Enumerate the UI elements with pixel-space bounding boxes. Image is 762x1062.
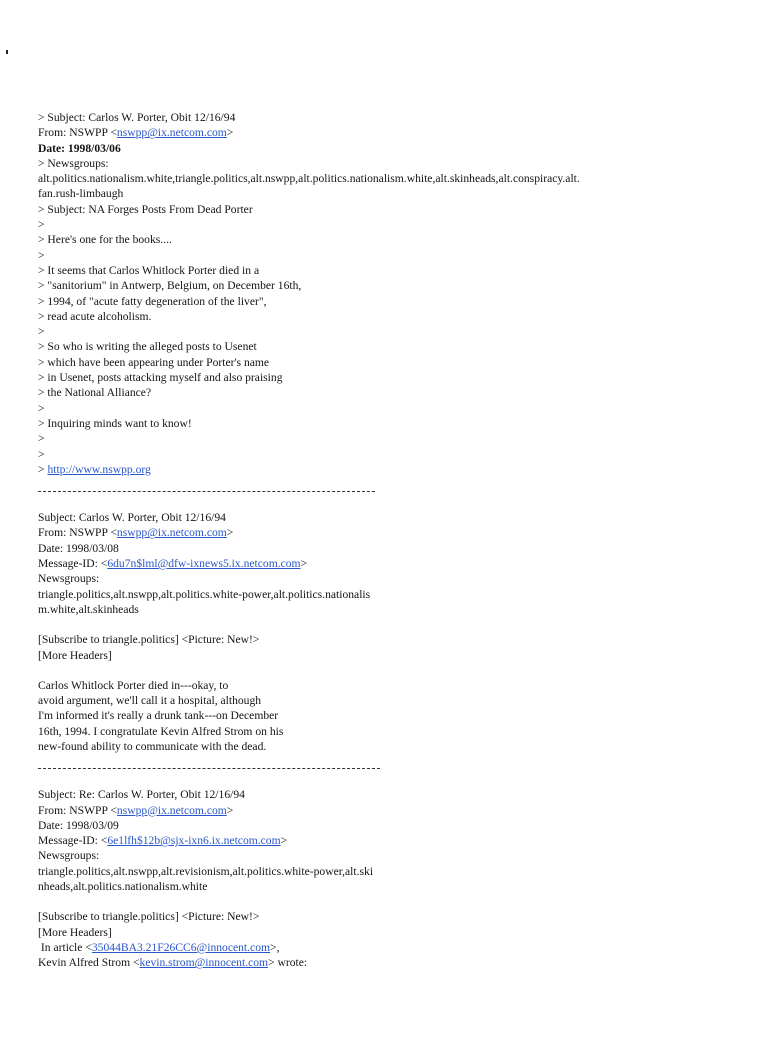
post3-more-headers[interactable]: [More Headers] [38,925,112,939]
quote-line: > the National Alliance? [38,386,152,400]
spacer [38,663,728,678]
post3-article-id-link[interactable]: 35044BA3.21F26CC6@innocent.com [91,940,271,954]
quote-line: > "sanitorium" in Antwerp, Belgium, on December 16th, [38,279,302,293]
post3-from: From: NSWPP <nswpp@ix.netcom.com> [38,803,234,817]
quote-line: > So who is writing the alleged posts to Usenet [38,340,257,354]
post3-subject: Subject: Re: Carlos W. Porter, Obit 12/16/94 [38,788,245,802]
post1-newsgroups-line2: fan.rush-limbaugh [38,187,124,201]
quote-line: > read acute alcoholism. [38,309,152,323]
quote-line: > It seems that Carlos Whitlock Porter died in a [38,263,260,277]
post2-newsgroups-line1: triangle.politics,alt.nswpp,alt.politics.white-power,alt.politics.nationalis [38,587,371,601]
post3-newsgroups-label: Newsgroups: [38,849,100,863]
post2-body-line: avoid argument, we'll call it a hospital, although [38,694,262,708]
scan-speck [6,50,8,54]
post2-subscribe-line[interactable]: [Subscribe to triangle.politics] <Picture: New!> [38,633,260,647]
post1-from-email-link[interactable]: nswpp@ix.netcom.com [116,126,227,140]
post3-subscribe-line[interactable]: [Subscribe to triangle.politics] <Picture: New!> [38,910,260,924]
post1-subject: > Subject: Carlos W. Porter, Obit 12/16/94 [38,111,236,124]
separator-rule [38,768,380,769]
post2-body-line: Carlos Whitlock Porter died in---okay, to [38,678,229,692]
post2-message-id-link[interactable]: 6du7n$lml@dfw-ixnews5.ix.netcom.com [107,557,301,571]
post3-from-email-link[interactable]: nswpp@ix.netcom.com [116,803,227,817]
post3-message-id-link[interactable]: 6e1lfh$12b@sjx-ixn6.ix.netcom.com [107,834,281,848]
post2-from: From: NSWPP <nswpp@ix.netcom.com> [38,526,234,540]
quote-line: > 1994, of "acute fatty degeneration of the liver", [38,294,267,308]
post2-subject: Subject: Carlos W. Porter, Obit 12/16/94 [38,511,226,525]
post-1 [38,110,728,477]
post2-from-email-link[interactable]: nswpp@ix.netcom.com [116,526,227,540]
post-2 [38,510,728,754]
quote-line: > [38,325,45,339]
post1-from: From: NSWPP <nswpp@ix.netcom.com> [38,126,234,140]
post3-article-line: In article <35044BA3.21F26CC6@innocent.com>, [38,940,280,954]
quote-line: > [38,432,45,446]
post2-date: Date: 1998/03/08 [38,541,119,555]
post2-message-id: Message-ID: <6du7n$lml@dfw-ixnews5.ix.netcom.com> [38,557,308,571]
post3-message-id: Message-ID: <6e1lfh$12b@sjx-ixn6.ix.netcom.com> [38,834,288,848]
post1-url-link[interactable]: http://www.nswpp.org [47,462,151,476]
post2-body-line: 16th, 1994. I congratulate Kevin Alfred Strom on his [38,724,284,738]
post2-body-line: I'm informed it's really a drunk tank---on December [38,709,279,723]
post1-url-line: > http://www.nswpp.org [38,462,151,476]
post2-newsgroups-line2: m.white,alt.skinheads [38,602,139,616]
quote-line: > Inquiring minds want to know! [38,416,192,430]
post3-newsgroups-line2: nheads,alt.politics.nationalism.white [38,880,208,894]
spacer [38,894,728,909]
post3-newsgroups-line1: triangle.politics,alt.nswpp,alt.revisionism,alt.politics.white-power,alt.ski [38,864,374,878]
post3-author-email-link[interactable]: kevin.strom@innocent.com [139,956,269,970]
post1-date: Date: 1998/03/06 [38,141,121,155]
post1-quoted-subject: > Subject: NA Forges Posts From Dead Porter [38,202,253,216]
quote-line: > [38,218,45,232]
document-page [38,110,728,971]
quote-line: > [38,401,45,415]
post2-newsgroups-label: Newsgroups: [38,572,100,586]
post1-newsgroups-line1: alt.politics.nationalism.white,triangle.politics,alt.nswpp,alt.politics.nationalism.white,alt.skinheads,alt.conspiracy.alt. [38,172,580,186]
quote-line: > [38,248,45,262]
spacer [38,617,728,632]
post-3 [38,787,728,970]
quote-line: > Here's one for the books.... [38,233,172,247]
post2-body-line: new-found ability to communicate with the dead. [38,739,267,753]
quote-line: > in Usenet, posts attacking myself and also praising [38,371,283,385]
quote-line: > which have been appearing under Porter's name [38,355,270,369]
separator-rule [38,491,375,492]
quote-line: > [38,447,45,461]
post2-more-headers[interactable]: [More Headers] [38,648,112,662]
post1-newsgroups-label: > Newsgroups: [38,156,109,170]
post3-date: Date: 1998/03/09 [38,818,119,832]
post3-author-line: Kevin Alfred Strom <kevin.strom@innocent.com> wrote: [38,956,308,970]
